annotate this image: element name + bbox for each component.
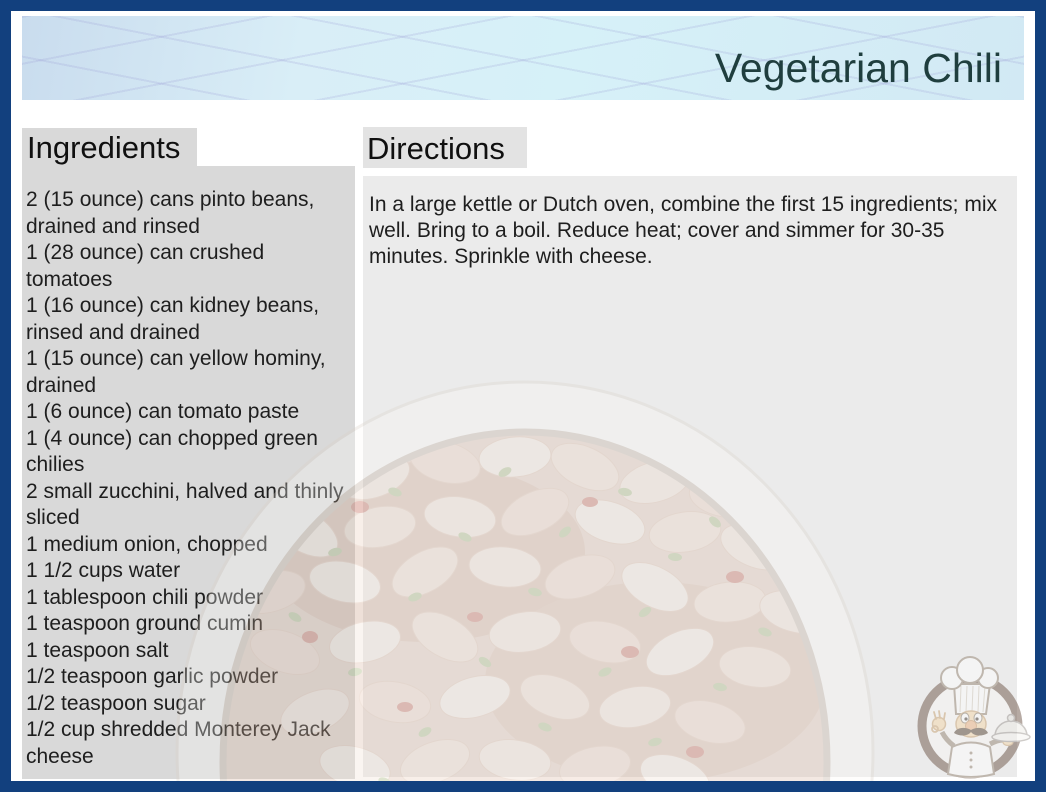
ingredient-item: 1 (4 ounce) can chopped green chilies <box>26 426 318 476</box>
ingredient-item: 1 (15 ounce) can yellow hominy, drained <box>26 347 326 397</box>
ingredient-item: 1 (6 ounce) can tomato paste <box>26 400 300 423</box>
ingredient-item: 1 (16 ounce) can kidney beans, rinsed and drained <box>26 294 320 344</box>
ingredient-item: 1/2 teaspoon sugar <box>26 691 206 715</box>
ingredients-heading: Ingredients <box>22 128 197 166</box>
directions-text: In a large kettle or Dutch oven, combine the first 15 ingredients; mix well. Bring to a boil. Reduce heat; cover and simmer for 30-35 minutes. Sprinkle with cheese. <box>363 176 1017 777</box>
ingredient-item: 1 (28 ounce) can crushed tomatoes <box>26 241 265 291</box>
ingredient-item: 1 1/2 cups water <box>26 559 181 582</box>
ingredient-item: 1 tablespoon chili powder <box>26 585 263 609</box>
ingredient-item: 2 small zucchini, halved and thinly sliced <box>26 479 344 529</box>
ingredient-item: 1/2 teaspoon garlic powder <box>26 665 279 688</box>
page-title: Vegetarian Chili <box>714 44 1002 91</box>
ingredient-item: 2 (15 ounce) cans pinto beans, drained and rinsed <box>26 188 315 238</box>
ingredient-item: 1 teaspoon salt <box>26 638 169 662</box>
ingredients-list <box>22 166 355 779</box>
directions-heading: Directions <box>363 127 527 168</box>
ingredient-item: 1/2 cup shredded Monterey Jack cheese <box>26 718 331 768</box>
ingredient-item: 1 medium onion, chopped <box>26 532 268 556</box>
ingredient-item: 1 teaspoon ground cumin <box>26 612 263 635</box>
recipe-header <box>22 16 1024 100</box>
